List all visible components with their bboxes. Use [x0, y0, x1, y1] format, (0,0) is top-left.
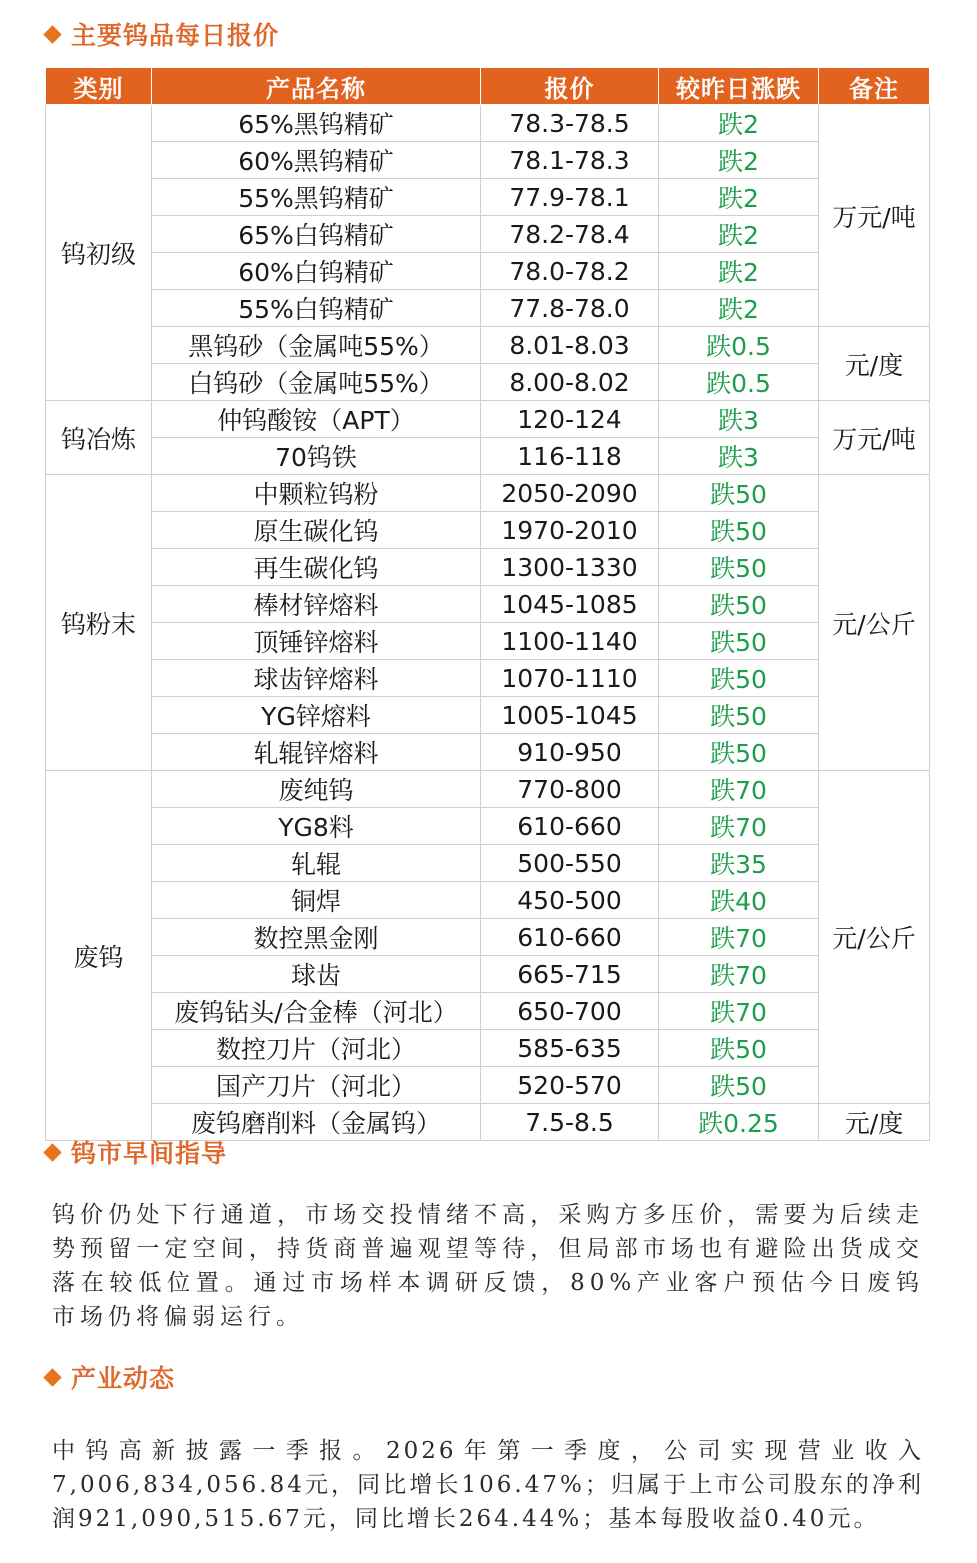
product-name: 棒材锌熔料: [152, 586, 481, 623]
change-cell: 跌3: [659, 401, 819, 438]
product-name: 65%白钨精矿: [152, 216, 481, 253]
category-cell: 钨粉末: [46, 475, 152, 771]
header-note: 备注: [819, 68, 930, 105]
product-name: 70钨铁: [152, 438, 481, 475]
product-name: 数控黑金刚: [152, 919, 481, 956]
product-name: 60%黑钨精矿: [152, 142, 481, 179]
table-row: [46, 956, 930, 993]
change-cell: 跌50: [659, 697, 819, 734]
price-cell: 78.3-78.5: [481, 105, 659, 142]
price-cell: 78.1-78.3: [481, 142, 659, 179]
table-row: [46, 290, 930, 327]
price-cell: 1005-1045: [481, 697, 659, 734]
change-cell: 跌50: [659, 549, 819, 586]
table-row: [46, 919, 930, 956]
price-cell: 7.5-8.5: [481, 1104, 659, 1141]
product-name: 中颗粒钨粉: [152, 475, 481, 512]
change-cell: 跌70: [659, 919, 819, 956]
table-row: [46, 808, 930, 845]
product-name: 60%白钨精矿: [152, 253, 481, 290]
diamond-bullet-icon: [43, 25, 61, 43]
price-cell: 2050-2090: [481, 475, 659, 512]
change-cell: 跌70: [659, 808, 819, 845]
change-cell: 跌2: [659, 290, 819, 327]
table-row: [46, 179, 930, 216]
guidance-paragraph: 钨价仍处下行通道，市场交投情绪不高，采购方多压价，需要为后续走势预留一定空间，持货商普遍观望等待，但局部市场也有避险出货成交落在较低位置。通过市场样本调研反馈，80%产业客户预估今日废钨市场仍将偏弱运行。: [52, 1202, 924, 1330]
table-row: [46, 586, 930, 623]
product-name: 铜焊: [152, 882, 481, 919]
table-row: [46, 1067, 930, 1104]
table-header-row: [46, 68, 930, 105]
price-cell: 585-635: [481, 1030, 659, 1067]
table-row: [46, 401, 930, 438]
section-industry-title: 产业动态: [71, 1364, 176, 1393]
price-cell: 665-715: [481, 956, 659, 993]
change-cell: 跌70: [659, 956, 819, 993]
product-name: 白钨砂（金属吨55%）: [152, 364, 481, 401]
product-name: 废钨钻头/合金棒（河北）: [152, 993, 481, 1030]
unit-note: 元/公斤: [819, 771, 930, 1104]
price-cell: 500-550: [481, 845, 659, 882]
change-cell: 跌50: [659, 512, 819, 549]
price-cell: 8.01-8.03: [481, 327, 659, 364]
product-name: 轧辊: [152, 845, 481, 882]
product-name: 数控刀片（河北）: [152, 1030, 481, 1067]
table-row: [46, 216, 930, 253]
unit-note: 元/度: [819, 1104, 930, 1141]
change-cell: 跌0.25: [659, 1104, 819, 1141]
price-table: [45, 67, 930, 1141]
price-cell: 78.0-78.2: [481, 253, 659, 290]
product-name: YG锌熔料: [152, 697, 481, 734]
change-cell: 跌50: [659, 1030, 819, 1067]
price-cell: 770-800: [481, 771, 659, 808]
category-cell: 废钨: [46, 771, 152, 1141]
product-name: 55%黑钨精矿: [152, 179, 481, 216]
section-price-title: 主要钨品每日报价: [71, 21, 280, 50]
change-cell: 跌2: [659, 253, 819, 290]
diamond-bullet-icon: [43, 1368, 61, 1386]
price-cell: 910-950: [481, 734, 659, 771]
header-product: 产品名称: [152, 68, 481, 105]
change-cell: 跌50: [659, 734, 819, 771]
category-cell: 钨初级: [46, 105, 152, 401]
product-name: 黑钨砂（金属吨55%）: [152, 327, 481, 364]
unit-note: 万元/吨: [819, 401, 930, 475]
table-row: [46, 993, 930, 1030]
table-row: [46, 845, 930, 882]
change-cell: 跌70: [659, 771, 819, 808]
category-cell: 钨冶炼: [46, 401, 152, 475]
change-cell: 跌3: [659, 438, 819, 475]
unit-note: 元/度: [819, 327, 930, 401]
section-industry-heading: [46, 1359, 175, 1395]
product-name: YG8料: [152, 808, 481, 845]
price-cell: 78.2-78.4: [481, 216, 659, 253]
price-cell: 1070-1110: [481, 660, 659, 697]
change-cell: 跌2: [659, 105, 819, 142]
price-cell: 77.9-78.1: [481, 179, 659, 216]
product-name: 国产刀片（河北）: [152, 1067, 481, 1104]
section-guidance-heading: [46, 1134, 227, 1170]
price-cell: 650-700: [481, 993, 659, 1030]
price-cell: 1300-1330: [481, 549, 659, 586]
price-cell: 610-660: [481, 808, 659, 845]
table-row: [46, 438, 930, 475]
price-cell: 120-124: [481, 401, 659, 438]
product-name: 再生碳化钨: [152, 549, 481, 586]
product-name: 废纯钨: [152, 771, 481, 808]
table-row: [46, 475, 930, 512]
price-cell: 1045-1085: [481, 586, 659, 623]
table-row: [46, 142, 930, 179]
product-name: 55%白钨精矿: [152, 290, 481, 327]
section-guidance-title: 钨市早间指导: [71, 1139, 228, 1168]
price-cell: 77.8-78.0: [481, 290, 659, 327]
unit-note: 元/公斤: [819, 475, 930, 771]
change-cell: 跌2: [659, 179, 819, 216]
change-cell: 跌40: [659, 882, 819, 919]
table-row: [46, 882, 930, 919]
change-cell: 跌50: [659, 623, 819, 660]
price-cell: 520-570: [481, 1067, 659, 1104]
table-row: [46, 623, 930, 660]
price-cell: 610-660: [481, 919, 659, 956]
change-cell: 跌35: [659, 845, 819, 882]
table-row: [46, 734, 930, 771]
table-row: [46, 660, 930, 697]
price-cell: 450-500: [481, 882, 659, 919]
header-price: 报价: [481, 68, 659, 105]
unit-note: 万元/吨: [819, 105, 930, 327]
product-name: 原生碳化钨: [152, 512, 481, 549]
header-change: 较昨日涨跌: [659, 68, 819, 105]
change-cell: 跌50: [659, 1067, 819, 1104]
change-cell: 跌2: [659, 216, 819, 253]
change-cell: 跌2: [659, 142, 819, 179]
product-name: 顶锤锌熔料: [152, 623, 481, 660]
table-row: [46, 697, 930, 734]
change-cell: 跌50: [659, 475, 819, 512]
header-category: 类别: [46, 68, 152, 105]
product-name: 废钨磨削料（金属钨）: [152, 1104, 481, 1141]
section-price-heading: [46, 16, 279, 52]
price-cell: 116-118: [481, 438, 659, 475]
price-cell: 1970-2010: [481, 512, 659, 549]
product-name: 球齿锌熔料: [152, 660, 481, 697]
table-row: [46, 771, 930, 808]
product-name: 仲钨酸铵（APT）: [152, 401, 481, 438]
product-name: 65%黑钨精矿: [152, 105, 481, 142]
change-cell: 跌50: [659, 660, 819, 697]
change-cell: 跌0.5: [659, 327, 819, 364]
price-cell: 1100-1140: [481, 623, 659, 660]
table-row: [46, 253, 930, 290]
industry-paragraph: 中钨高新披露一季报。2026年第一季度，公司实现营业收入7,006,834,056.84元，同比增长106.47%；归属于上市公司股东的净利润921,090,515.67元，同比增长264.44%；基本每股收益0.40元。: [52, 1438, 924, 1532]
change-cell: 跌50: [659, 586, 819, 623]
change-cell: 跌70: [659, 993, 819, 1030]
table-row: [46, 549, 930, 586]
product-name: 球齿: [152, 956, 481, 993]
table-row: [46, 327, 930, 364]
table-row: [46, 1030, 930, 1067]
price-cell: 8.00-8.02: [481, 364, 659, 401]
table-row: [46, 512, 930, 549]
diamond-bullet-icon: [43, 1143, 61, 1161]
change-cell: 跌0.5: [659, 364, 819, 401]
product-name: 轧辊锌熔料: [152, 734, 481, 771]
table-row: [46, 105, 930, 142]
table-row: [46, 364, 930, 401]
